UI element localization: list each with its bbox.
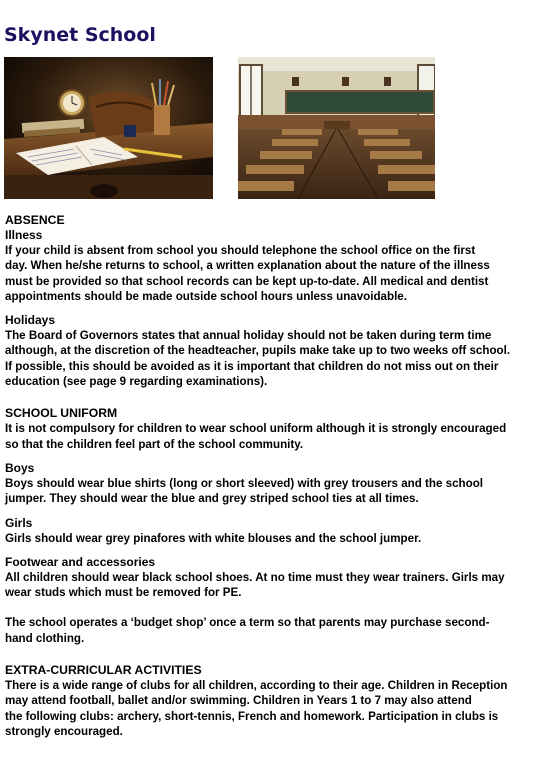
budget-shop-line: The school operates a ‘budget shop’ once a term so that parents may purchase second- [5,616,490,630]
absence-heading: ABSENCE [5,213,65,227]
holidays-paragraph [5,328,553,389]
girls-heading: Girls [5,515,33,530]
illness-heading: Illness [5,228,43,242]
footwear-heading: Footwear and accessories [5,554,156,569]
uniform-section [5,406,553,646]
extra-curricular-line: the following clubs: archery, short-tennis, French and homework. Participation in clubs is [5,709,499,723]
extra-curricular-line: There is a wide range of clubs for all children, according to their age. Children in Reception [5,679,508,693]
illness-line: appointments should be made outside school hours unless unavoidable. [5,289,407,303]
illness-paragraph [5,243,553,304]
footwear-line: All children should wear black school shoes. At no time must they wear trainers. Girls may [5,570,505,584]
extra-curricular-heading: EXTRA-CURRICULAR ACTIVITIES [5,663,202,678]
absence-section [5,213,553,389]
uniform-intro-line: It is not compulsory for children to wear school uniform although it is strongly encouraged [5,422,507,436]
boys-line: jumper. They should wear the blue and grey striped school ties at all times. [5,492,419,506]
illness-line: day. When he/she returns to school, a written explanation about the nature of the illness [5,259,490,273]
illness-line: If your child is absent from school you should telephone the school office on the first [5,244,476,257]
document-body [5,213,553,739]
holidays-heading: Holidays [5,313,56,328]
page-title: Skynet School [4,24,156,46]
extra-curricular-line: strongly encouraged. [5,724,123,738]
boys-heading: Boys [5,460,35,475]
desk-photo [4,57,213,199]
classroom-photo [238,57,435,199]
footwear-line: wear studs which must be removed for PE. [5,586,242,600]
boys-line: Boys should wear blue shirts (long or short sleeved) with grey trousers and the school [5,476,484,490]
footwear-paragraph [5,570,553,601]
uniform-intro-line: so that the children feel part of the school community. [5,437,304,451]
budget-shop-paragraph [5,615,553,646]
girls-paragraph [5,531,553,546]
holidays-line: although, at the discretion of the headteacher, pupils make take up to two weeks off school. [5,344,511,358]
extra-curricular-paragraph [5,678,553,739]
uniform-intro [5,421,553,452]
illness-line: must be provided so that school records can be kept up-to-date. All medical and dentist [5,274,489,288]
extra-curricular-section [5,663,553,739]
uniform-heading: SCHOOL UNIFORM [5,406,118,421]
girls-line: Girls should wear grey pinafores with white blouses and the school jumper. [5,531,422,545]
holidays-line: education (see page 9 regarding examinations). [5,375,268,389]
holidays-line: The Board of Governors states that annual holiday should not be taken during term time [5,329,492,343]
boys-paragraph [5,476,553,507]
holidays-line: If possible, this should be avoided as it is important that children do not miss out on their [5,359,499,373]
extra-curricular-line: may attend football, ballet and/or swimming. Children in Years 1 to 7 may also attend [5,694,472,708]
budget-shop-line: hand clothing. [5,631,85,645]
